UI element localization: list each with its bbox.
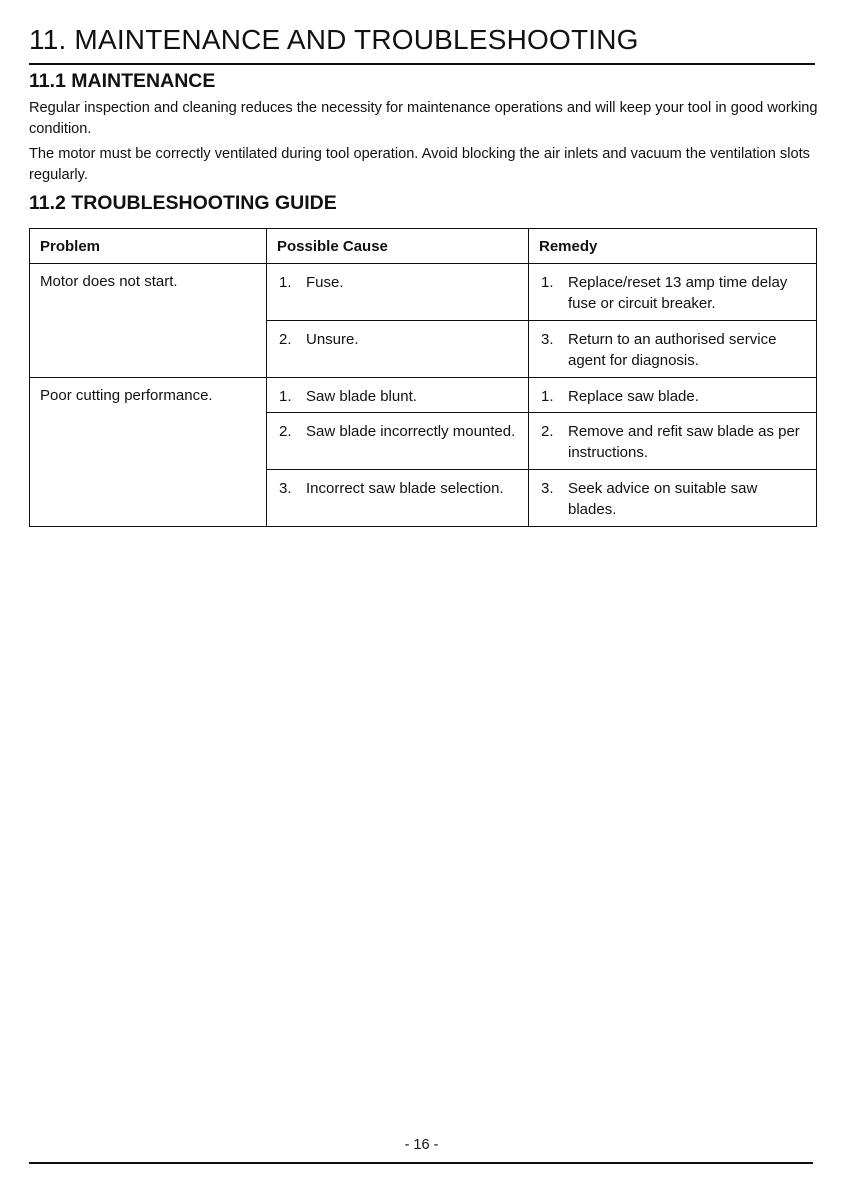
cause-cell bbox=[267, 321, 529, 378]
table-row bbox=[30, 264, 817, 321]
remedy-cell bbox=[529, 378, 817, 413]
remedy-cell bbox=[529, 321, 817, 378]
remedy-number: 1. bbox=[541, 274, 554, 291]
troubleshooting-table bbox=[29, 228, 817, 527]
cause-cell bbox=[267, 378, 529, 413]
remedy-text: Seek advice on suitable saw blades. bbox=[568, 480, 758, 518]
remedy-cell bbox=[529, 264, 817, 321]
cause-cell bbox=[267, 470, 529, 527]
table-header-row bbox=[30, 229, 817, 264]
cause-number: 2. bbox=[279, 331, 292, 348]
cause-text: Saw blade incorrectly mounted. bbox=[306, 423, 516, 440]
remedy-text: Remove and refit saw blade as per instructions. bbox=[568, 423, 800, 461]
remedy-cell bbox=[529, 413, 817, 470]
problem-cell: Poor cutting performance. bbox=[30, 378, 267, 527]
title-divider bbox=[29, 63, 815, 65]
remedy-text: Return to an authorised service agent for diagnosis. bbox=[568, 331, 777, 369]
remedy-text: Replace/reset 13 amp time delay fuse or circuit breaker. bbox=[568, 274, 788, 312]
header-problem: Problem bbox=[30, 229, 267, 264]
maintenance-paragraph: Regular inspection and cleaning reduces the necessity for maintenance operations and will keep your tool in good working condition. bbox=[29, 100, 818, 137]
cause-number: 1. bbox=[279, 388, 292, 405]
cause-text: Fuse. bbox=[306, 274, 344, 291]
cause-number: 2. bbox=[279, 423, 292, 440]
remedy-number: 3. bbox=[541, 331, 554, 348]
ventilation-paragraph: The motor must be correctly ventilated during tool operation. Avoid blocking the air inlets and vacuum the ventilation slots regularly. bbox=[29, 146, 810, 183]
section-heading-troubleshooting: 11.2 TROUBLESHOOTING GUIDE bbox=[29, 192, 337, 214]
table-row bbox=[30, 378, 817, 413]
footer-divider bbox=[29, 1162, 813, 1164]
remedy-number: 2. bbox=[541, 423, 554, 440]
cause-cell bbox=[267, 413, 529, 470]
problem-cell: Motor does not start. bbox=[30, 264, 267, 378]
cause-number: 1. bbox=[279, 274, 292, 291]
cause-text: Incorrect saw blade selection. bbox=[306, 480, 504, 497]
cause-cell bbox=[267, 264, 529, 321]
cause-text: Unsure. bbox=[306, 331, 359, 348]
remedy-number: 1. bbox=[541, 388, 554, 405]
cause-number: 3. bbox=[279, 480, 292, 497]
page-number: - 16 - bbox=[404, 1137, 439, 1153]
remedy-cell bbox=[529, 470, 817, 527]
header-possible-cause: Possible Cause bbox=[267, 229, 529, 264]
remedy-text: Replace saw blade. bbox=[568, 388, 699, 405]
header-remedy: Remedy bbox=[529, 229, 817, 264]
page-title: 11. MAINTENANCE AND TROUBLESHOOTING bbox=[29, 24, 639, 55]
remedy-number: 3. bbox=[541, 480, 554, 497]
cause-text: Saw blade blunt. bbox=[306, 388, 417, 405]
section-heading-maintenance: 11.1 MAINTENANCE bbox=[29, 70, 216, 92]
